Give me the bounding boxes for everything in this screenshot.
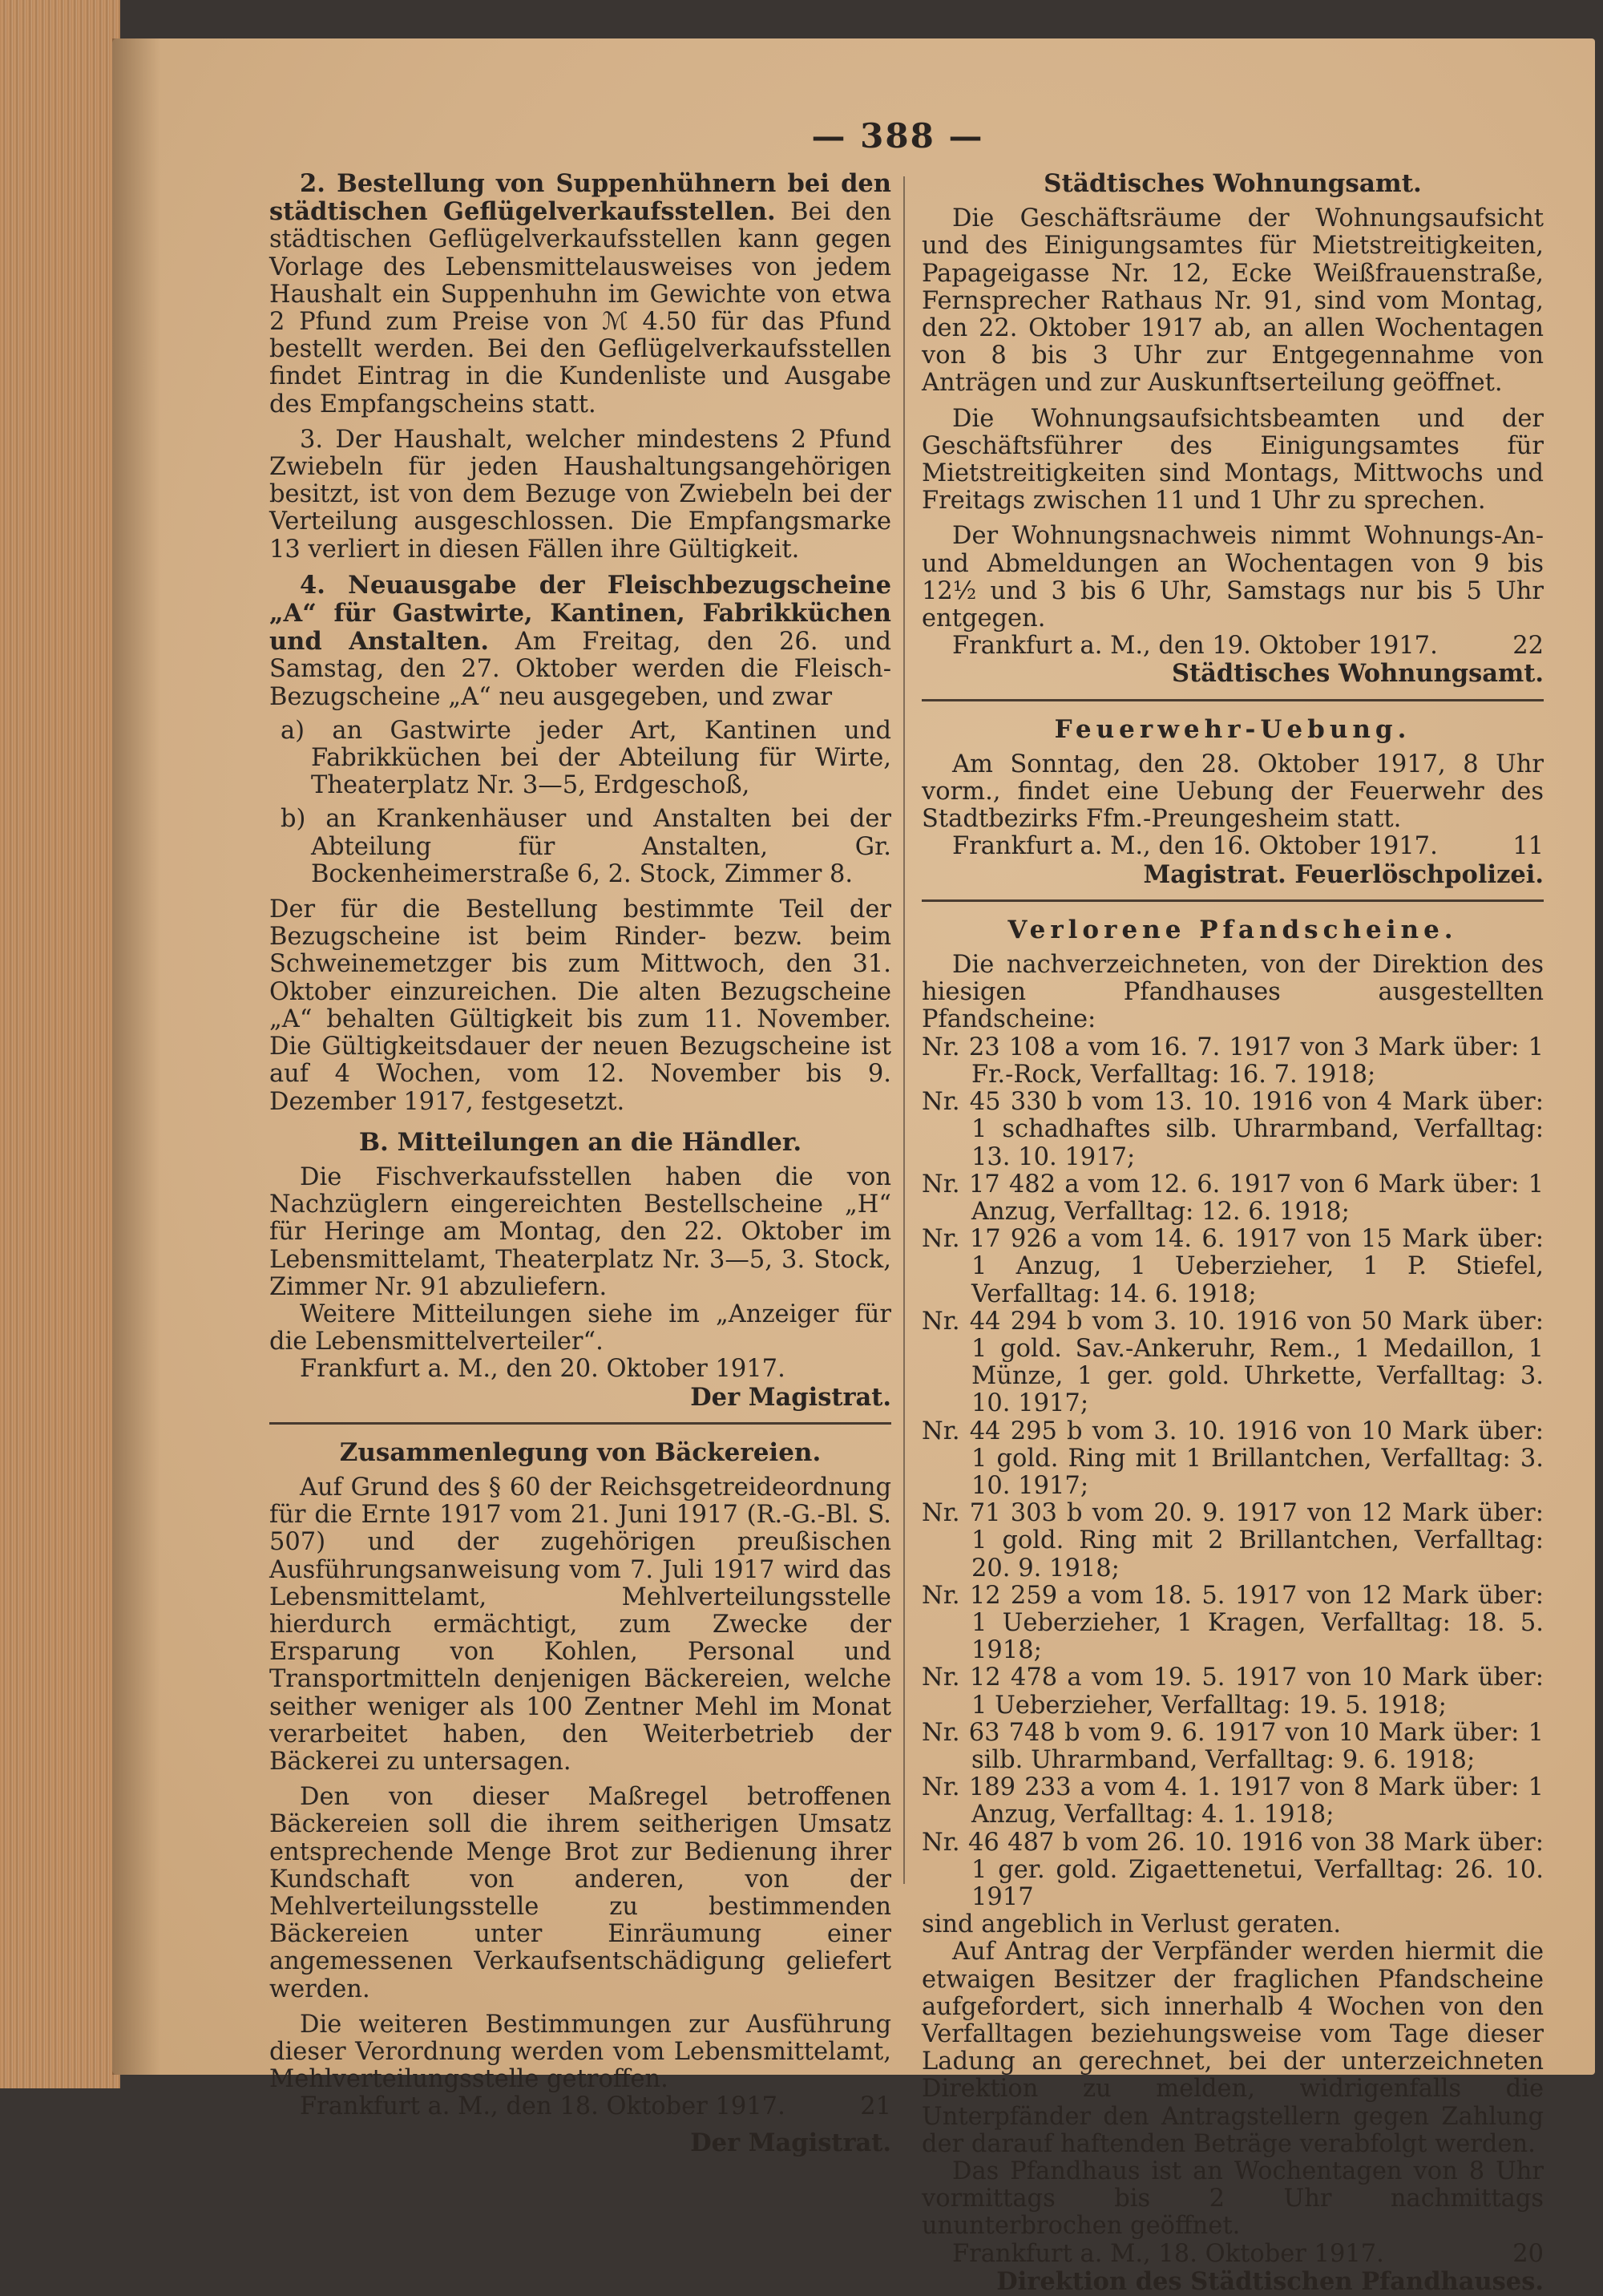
pfandscheine-date-row — [922, 2241, 1544, 2268]
feuerwehr-heading: Feuerwehr-Uebung. — [1054, 714, 1411, 744]
pfandscheine-number: 20 — [1512, 2239, 1544, 2268]
pfandschein-item: Nr. 63 748 b vom 9. 6. 1917 von 10 Mark über: 1 silb. Uhrarmband, Verfalltag: 9. 6. 1918; — [922, 1718, 1544, 1774]
item-4-sub-a: a) an Gastwirte jeder Art, Kantinen und Fabrikküchen bei der Abteilung für Wirte, Theaterplatz Nr. 3—5, Erdgeschoß, — [281, 716, 891, 800]
section-b-date: Frankfurt a. M., den 20. Oktober 1917. — [300, 1355, 785, 1384]
divider-rule — [269, 1422, 891, 1425]
baeckereien-heading: Zusammenlegung von Bäckereien. — [339, 1437, 822, 1467]
feuerwehr-signature: Magistrat. Feuerlöschpolizei. — [1143, 859, 1544, 889]
pfandschein-item: Nr. 12 478 a vom 19. 5. 1917 von 10 Mark über: 1 Ueberzieher, Verfalltag: 19. 5. 1918; — [922, 1663, 1544, 1720]
column-divider — [903, 176, 905, 1884]
section-b-paragraph-1: Die Fischverkaufsstellen haben die von Nachzüglern eingereichten Bestellscheine „H“ für Heringe am Montag, den 22. Oktober im Lebensmittelamt, Theaterplatz Nr. 3—5, 3. Stock, Zimmer Nr. 91 abzuliefern. — [269, 1162, 891, 1301]
pfandschein-item: Nr. 23 108 a vom 16. 7. 1917 von 3 Mark über: 1 Fr.-Rock, Verfalltag: 16. 7. 1918; — [922, 1033, 1544, 1089]
pfandschein-item: Nr. 189 233 a vom 4. 1. 1917 von 8 Mark über: 1 Anzug, Verfalltag: 4. 1. 1918; — [922, 1773, 1544, 1829]
feuerwehr-number: 11 — [1512, 832, 1544, 861]
section-b-heading: B. Mitteilungen an die Händler. — [358, 1127, 802, 1157]
wohnungsamt-paragraph-3: Der Wohnungsnachweis nimmt Wohnungs-An- und Abmeldungen an Wochentagen von 9 bis 12½ und 3 bis 6 Uhr, Samstags nur bis 5 Uhr entgegen. — [922, 522, 1544, 633]
item-4-sub-b: b) an Krankenhäuser und Anstalten bei der Abteilung für Anstalten, Gr. Bockenheimerstraße 6, 2. Stock, Zimmer 8. — [281, 805, 891, 888]
pfandscheine-paragraph-2: Auf Antrag der Verpfänder werden hiermit die etwaigen Besitzer der fraglichen Pfandscheine aufgefordert, sich innerhalb 4 Wochen von den Verfalltagen beziehungsweise vom Tage dieser Ladung an gerechnet, bei der unterzeichneten Direktion zu melden, widrigenfalls die Unterpfänder den Antragstellern gegen Zahlung der darauf haftenden Beträge verabfolgt werden. — [922, 1938, 1544, 2158]
baeckereien-paragraph-3: Die weiteren Bestimmungen zur Ausführung dieser Verordnung werden vom Lebensmittelamt, Mehlverteilungsstelle getroffen. — [269, 2010, 891, 2094]
pfandschein-item: Nr. 12 259 a vom 18. 5. 1917 von 12 Mark über: 1 Ueberzieher, 1 Kragen, Verfalltag: 18. 5. 1918; — [922, 1581, 1544, 1665]
pfandschein-item: Nr. 45 330 b vom 13. 10. 1916 von 4 Mark über: 1 schadhaftes silb. Uhrarmband, Verfalltag: 13. 10. 1917; — [922, 1088, 1544, 1171]
baeckereien-paragraph-1: Auf Grund des § 60 der Reichsgetreideordnung für die Ernte 1917 vom 21. Juni 1917 (R.-G.-Bl. S. 507) und der zugehörigen preußischen Ausführungsanweisung vom 7. Juli 1917 wird das Lebensmittelamt, Mehlverteilungsstelle hierdurch ermächtigt, zum Zwecke der Ersparung von Kohlen, Personal und Transportmitteln denjenigen Bäckereien, welche seither weniger als 100 Zentner Mehl im Monat verarbeitet haben, den Weiterbetrieb der Bäckerei zu untersagen. — [269, 1473, 891, 1776]
divider-rule — [922, 899, 1544, 902]
pfandscheine-paragraph-3: Das Pfandhaus ist an Wochentagen von 8 Uhr vormittags bis 2 Uhr nachmittags ununterbrochen geöffnet. — [922, 2157, 1544, 2241]
wohnungsamt-heading: Städtisches Wohnungsamt. — [1044, 169, 1422, 198]
left-column — [269, 170, 891, 2157]
pfandschein-item: Nr. 44 295 b vom 3. 10. 1916 von 10 Mark über: 1 gold. Ring mit 1 Brillantchen, Verfalltag: 3. 10. 1917; — [922, 1417, 1544, 1500]
feuerwehr-date: Frankfurt a. M., den 16. Oktober 1917. — [952, 832, 1438, 861]
baeckereien-date: Frankfurt a. M., den 18. Oktober 1917. — [300, 2092, 785, 2121]
item-4-text-2: Der für die Bestellung bestimmte Teil der Bezugscheine ist beim Rinder- bezw. beim Schweinemetzger bis zum Mittwoch, den 31. Oktober einzureichen. Die alten Bezugscheine „A“ behalten Gültigkeit bis zum 11. November. Die Gültigkeitsdauer der neuen Bezugscheine ist auf 4 Wochen, vom 12. November bis 9. Dezember 1917, festgesetzt. — [269, 895, 891, 1116]
wohnungsamt-paragraph-1: Die Geschäftsräume der Wohnungsaufsicht und des Einigungsamtes für Mietstreitigkeiten, Papageigasse Nr. 12, Ecke Weißfrauenstraße, Fernsprecher Rathaus Nr. 91, sind vom Montag, den 22. Oktober 1917 ab, an allen Wochentagen von 8 bis 3 Uhr zur Entgegennahme von Anträgen und zur Auskunftserteilung geöffnet. — [922, 204, 1544, 398]
wohnungsamt-signature: Städtisches Wohnungsamt. — [1171, 659, 1544, 689]
book-page-edges — [0, 0, 120, 2088]
pfandschein-item: Nr. 71 303 b vom 20. 9. 1917 von 12 Mark über: 1 gold. Ring mit 2 Brillantchen, Verfalltag: 20. 9. 1918; — [922, 1499, 1544, 1583]
section-b-paragraph-2: Weitere Mitteilungen siehe im „Anzeiger für die Lebensmittelverteiler“. — [269, 1300, 891, 1356]
item-3-paragraph: 3. Der Haushalt, welcher mindestens 2 Pfund Zwiebeln für jeden Haushaltungsangehörigen besitzt, ist von dem Bezuge von Zwiebeln bei der Verteilung ausgeschlossen. Die Empfangsmarke 13 verliert in diesen Fällen ihre Gültigkeit. — [269, 425, 891, 564]
feuerwehr-paragraph: Am Sonntag, den 28. Oktober 1917, 8 Uhr vorm., findet eine Uebung der Feuerwehr des Stadtbezirks Ffm.-Preungesheim statt. — [922, 750, 1544, 834]
section-b-signature: Der Magistrat. — [690, 1382, 891, 1412]
wohnungsamt-paragraph-2: Die Wohnungsaufsichtsbeamten und der Geschäftsführer des Einigungsamtes für Mietstreitigkeiten sind Montags, Mittwochs und Freitags zwischen 11 und 1 Uhr zu sprechen. — [922, 404, 1544, 515]
item-2-text: Bei den städtischen Geflügelverkaufsstellen kann gegen Vorlage des Lebensmittelausweises von jedem Haushalt ein Suppenhuhn im Gewichte von etwa 2 Pfund zum Preise von ℳ 4.50 für das Pfund bestellt werden. Bei den Geflügelverkaufsstellen findet Eintrag in die Kundenliste und Ausgabe des Empfangscheins statt. — [269, 198, 891, 418]
item-4-text: Am Freitag, den 26. und Samstag, den 27. Oktober werden die Fleisch-Bezugscheine „A“ neu ausgegeben, und zwar — [269, 628, 892, 711]
wohnungsamt-date-row — [922, 633, 1544, 660]
baeckereien-paragraph-2: Den von dieser Maßregel betroffenen Bäckereien soll die ihrem seitherigen Umsatz entsprechende Menge Brot zur Bedienung ihrer Kundschaft von anderen, von der Mehlverteilungsstelle zu bestimmenden Bäckereien unter Einräumung einer angemessenen Verkaufsentschädigung geliefert werden. — [269, 1783, 891, 2003]
baeckereien-number: 21 — [860, 2092, 891, 2121]
baeckereien-signature: Der Magistrat. — [690, 2128, 891, 2157]
pfandschein-item: Nr. 46 487 b vom 26. 10. 1916 von 38 Mark über: 1 ger. gold. Zigaettenetui, Verfalltag: 26. 10. 1917 — [922, 1828, 1544, 1911]
item-4-lead: 4. Neuausgabe der Fleischbezugscheine „A“ für Gastwirte, Kantinen, Fabrikküchen und Anstalten. — [269, 570, 891, 657]
pfandscheine-date: Frankfurt a. M., 18. Oktober 1917. — [952, 2239, 1384, 2268]
baeckereien-date-row — [269, 2093, 891, 2120]
page-number: — 388 — — [811, 116, 984, 156]
item-4-paragraph — [269, 572, 891, 711]
item-2-paragraph — [269, 170, 891, 418]
pfandscheine-list — [922, 1034, 1544, 1912]
pfandschein-item: Nr. 44 294 b vom 3. 10. 1916 von 50 Mark über: 1 gold. Sav.-Ankeruhr, Rem., 1 Medaillon, 1 Münze, 1 ger. gold. Uhrkette, Verfalltag: 3. 10. 1917; — [922, 1307, 1544, 1418]
divider-rule — [922, 699, 1544, 701]
spine-shadow — [112, 38, 160, 2075]
pfandschein-item: Nr. 17 926 a vom 14. 6. 1917 von 15 Mark über: 1 Anzug, 1 Ueberzieher, 1 P. Stiefel, Verfalltag: 14. 6. 1918; — [922, 1225, 1544, 1308]
pfandscheine-signature: Direktion des Städtischen Pfandhauses. — [996, 2266, 1544, 2296]
pfandscheine-heading: Verlorene Pfandscheine. — [1007, 915, 1458, 944]
pfandscheine-outro: sind angeblich in Verlust geraten. — [922, 1910, 1342, 1939]
wohnungsamt-date: Frankfurt a. M., den 19. Oktober 1917. — [952, 632, 1438, 661]
feuerwehr-date-row — [922, 833, 1544, 860]
pfandscheine-intro: Die nachverzeichneten, von der Direktion des hiesigen Pfandhauses ausgestellten Pfandscheine: — [922, 951, 1544, 1034]
wohnungsamt-number: 22 — [1512, 632, 1544, 661]
item-2-lead: 2. Bestellung von Suppenhühnern bei den städtischen Geflügelverkaufsstellen. — [269, 169, 891, 227]
right-column — [922, 170, 1544, 2295]
pfandschein-item: Nr. 17 482 a vom 12. 6. 1917 von 6 Mark über: 1 Anzug, Verfalltag: 12. 6. 1918; — [922, 1170, 1544, 1226]
